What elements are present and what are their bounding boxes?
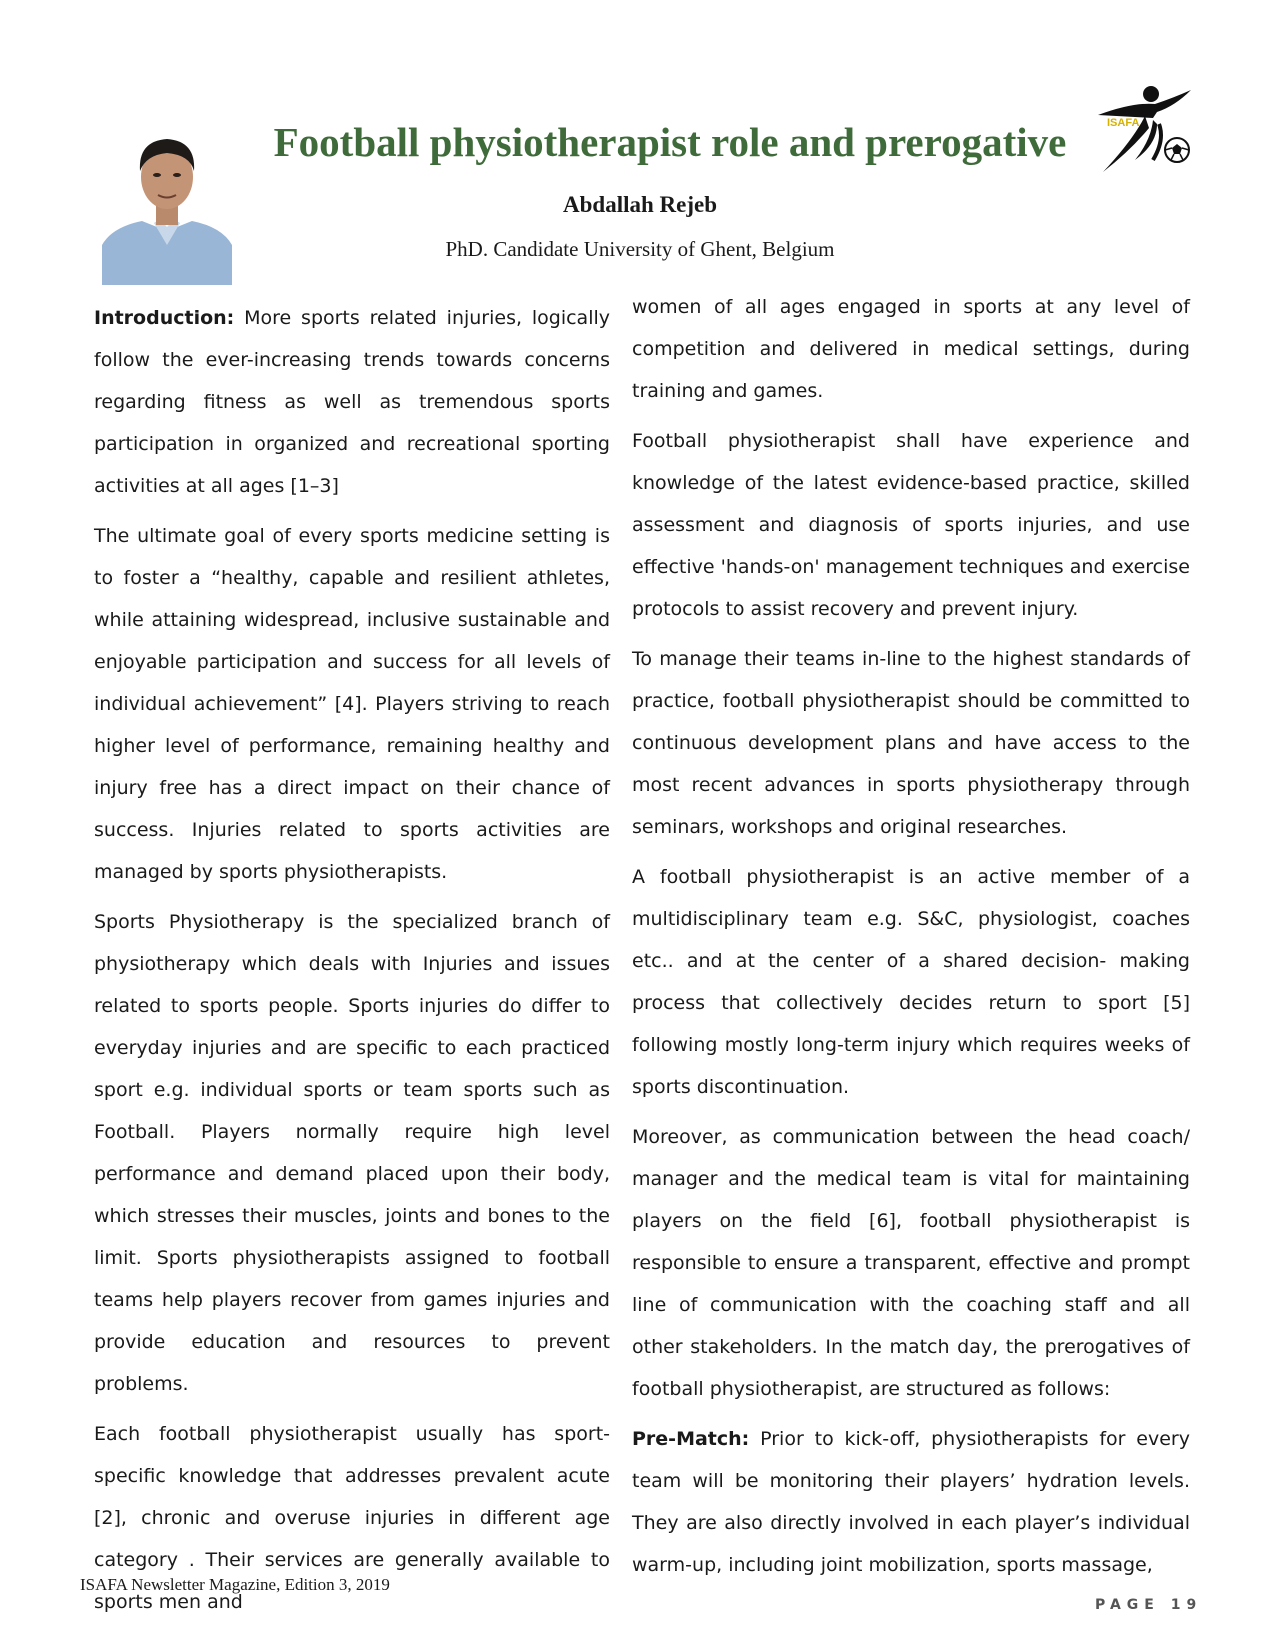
pre-match-label: Pre-Match: xyxy=(632,1428,750,1450)
goal-paragraph: The ultimate goal of every sports medicine setting is to foster a “healthy, capable and resilient athletes, while attaining widespread, inclusive sustainable and enjoyable participation and success for all levels of individual achievement” [4]. Players striving to reach higher level of performance, remaining healthy and injury free has a direct impact on their chance of success. Injuries related to sports activities are managed by sports physiotherapists. xyxy=(94,525,610,883)
communication-paragraph: Moreover, as communication between the head coach/ manager and the medical team is vital for maintaining players on the field [6], football physiotherapist is responsible to ensure a transparent, effective and prompt line of communication with the coaching staff and all other stakeholders. In the match day, the prerogatives of football physiotherapist, are structured as follows: xyxy=(632,1126,1190,1400)
author-name: Abdallah Rejeb xyxy=(563,192,717,217)
page-number: PAGE 19 xyxy=(1095,1597,1203,1613)
intro-label: Introduction: xyxy=(94,307,235,329)
development-paragraph: To manage their teams in-line to the highest standards of practice, football physiotherapist should be committed to continuous development plans and have access to the most recent advances in sports physiotherapy through seminars, workshops and original researches. xyxy=(632,648,1190,838)
intro-paragraph xyxy=(94,297,610,507)
author-affiliation: PhD. Candidate University of Ghent, Belgium xyxy=(445,237,835,261)
pre-match-text: Prior to kick-off, physiotherapists for every team will be monitoring their players’ hydration levels. They are also directly involved in each player’s individual warm-up, including joint mobilization, sports massage, xyxy=(632,1428,1190,1576)
sports-physio-paragraph: Sports Physiotherapy is the specialized branch of physiotherapy which deals with Injuries and issues related to sports people. Sports injuries do differ to everyday injuries and are specific to each practiced sport e.g. individual sports or team sports such as Football. Players normally require high level performance and demand placed upon their body, which stresses their muscles, joints and bones to the limit. Sports physiotherapists assigned to football teams help players recover from games injuries and provide education and resources to prevent problems. xyxy=(94,911,610,1395)
knowledge-paragraph: Each football physiotherapist usually has sport-specific knowledge that addresses prevalent acute [2], chronic and overuse injuries in different age category . Their services are generally available to sports men and xyxy=(94,1423,610,1613)
left-column xyxy=(94,297,610,1631)
magazine-footer: ISAFA Newsletter Magazine, Edition 3, 2019 xyxy=(80,1575,390,1594)
team-member-paragraph: A football physiotherapist is an active member of a multidisciplinary team e.g. S&C, physiologist, coaches etc.. and at the center of a shared decision- making process that collectively decides return to sport [5] following mostly long-term injury which requires weeks of sports discontinuation. xyxy=(632,866,1190,1098)
intro-text: More sports related injuries, logically follow the ever-increasing trends towards concerns regarding fitness as well as tremendous sports participation in organized and recreational sporting activities at all ages [1–3] xyxy=(94,307,610,497)
experience-paragraph: Football physiotherapist shall have experience and knowledge of the latest evidence-based practice, skilled assessment and diagnosis of sports injuries, and use effective 'hands-on' management techniques and exercise protocols to assist recovery and prevent injury. xyxy=(632,430,1190,620)
pre-match-paragraph xyxy=(632,1418,1190,1586)
logo-text: ISAFA xyxy=(1107,117,1140,129)
article-title: Football physiotherapist role and prerogative xyxy=(273,119,1067,165)
continued-paragraph: women of all ages engaged in sports at any level of competition and delivered in medical settings, during training and games. xyxy=(632,296,1190,402)
right-column xyxy=(632,286,1190,1594)
